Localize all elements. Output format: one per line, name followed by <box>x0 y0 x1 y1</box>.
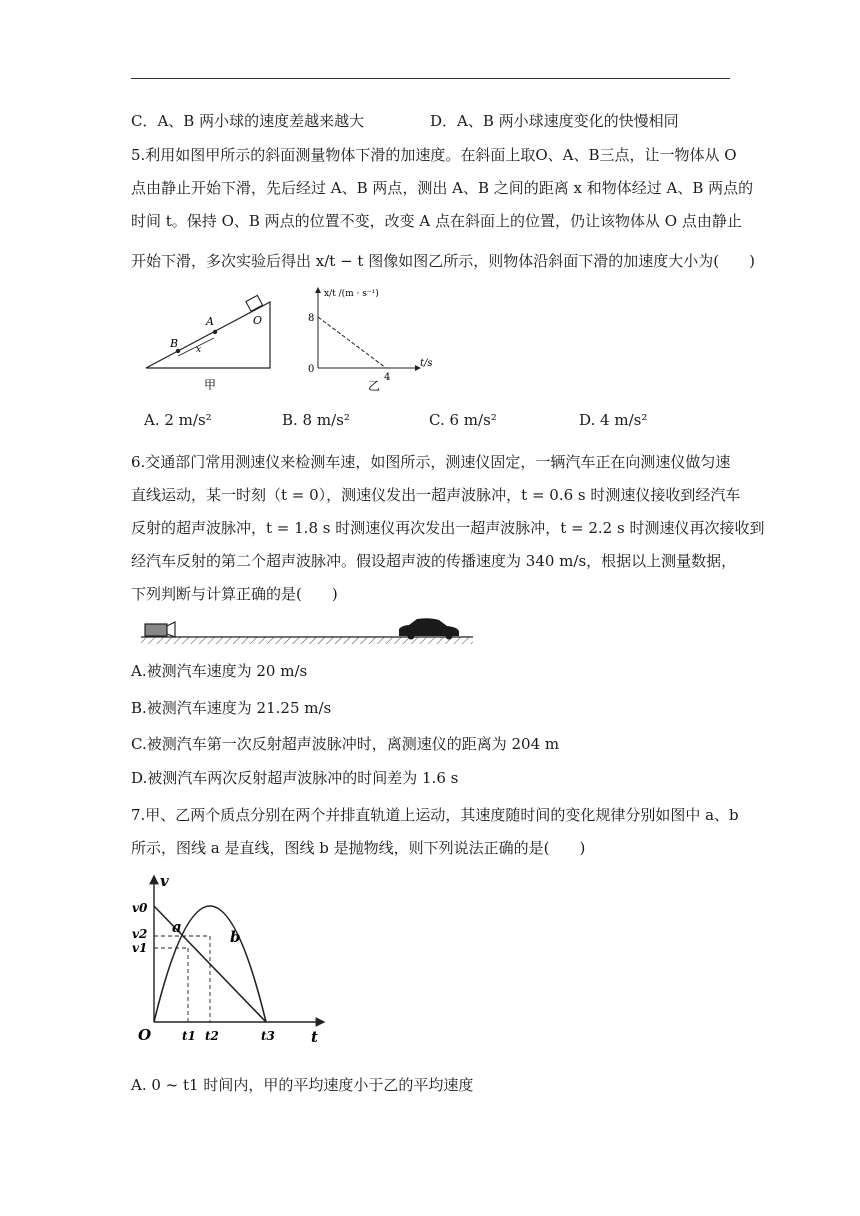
yi-origin: 0 <box>308 364 315 375</box>
q7-line-2: 所示，图线 a 是直线，图线 b 是抛物线，则下列说法正确的是( ) <box>131 839 586 857</box>
caption-yi: 乙 <box>368 379 381 393</box>
q6-option-b: B.被测汽车速度为 21.25 m/s <box>131 699 332 717</box>
vt-label-a: a <box>172 918 182 936</box>
yi-ylabel: x/t /(m · s⁻¹) <box>324 289 379 299</box>
vt-v0: v0 <box>132 901 148 915</box>
q5-option-c: C. 6 m/s² <box>429 411 497 429</box>
label-O: O <box>253 314 263 327</box>
q5-option-a: A. 2 m/s² <box>144 411 212 429</box>
vt-graph <box>130 870 330 1050</box>
q6-line-2: 直线运动，某一时刻（t = 0），测速仪发出一超声波脉冲，t = 0.6 s 时测速仪接收到经汽车 <box>131 486 741 504</box>
q5-line-2: 点由静止开始下滑，先后经过 A、B 两点，测出 A、B 之间的距离 x 和物体经过 A、B 两点的 <box>131 179 754 197</box>
incline-figure <box>140 290 280 390</box>
label-A: A <box>206 315 214 328</box>
label-B: B <box>170 337 179 350</box>
speed-gun-figure <box>141 617 476 649</box>
vt-label-b: b <box>230 928 241 946</box>
speed-gun-icon <box>145 624 167 636</box>
vt-t3: t3 <box>261 1029 275 1043</box>
vt-xlabel: t <box>311 1028 318 1046</box>
q5-option-d: D. 4 m/s² <box>579 411 648 429</box>
caption-jia: 甲 <box>204 378 217 390</box>
q5-line-4: 开始下滑，多次实验后得出 x/t − t 图像如图乙所示，则物体沿斜面下滑的加速度大小为( ) <box>131 252 755 270</box>
header-rule <box>131 78 730 79</box>
xt-graph <box>300 282 440 394</box>
q6-line-4: 经汽车反射的第二个超声波脉冲。假设超声波的传播速度为 340 m/s，根据以上测量数据， <box>131 552 737 570</box>
q7-option-a: A. 0 ~ t1 时间内，甲的平均速度小于乙的平均速度 <box>131 1076 474 1094</box>
q4-option-c: C．A、B 两小球的速度差越来越大 <box>131 112 365 130</box>
vt-v2: v2 <box>132 927 148 941</box>
q7-line-1: 7.甲、乙两个质点分别在两个并排直轨道上运动，其速度随时间的变化规律分别如图中 a、b <box>131 806 739 824</box>
vt-t2: t2 <box>205 1029 219 1043</box>
vt-ylabel: v <box>160 872 169 890</box>
q5-line-3: 时间 t。保持 O、B 两点的位置不变，改变 A 点在斜面上的位置，仍让该物体从 O 点由静止 <box>131 212 742 230</box>
yi-xtick: 4 <box>384 372 391 383</box>
q6-option-a: A.被测汽车速度为 20 m/s <box>131 662 308 680</box>
q6-line-1: 6.交通部门常用测速仪来检测车速，如图所示，测速仪固定，一辆汽车正在向测速仪做匀速 <box>131 453 731 471</box>
q6-line-3: 反射的超声波脉冲，t = 1.8 s 时测速仪再次发出一超声波脉冲，t = 2.2 s 时测速仪再次接收到 <box>131 519 765 537</box>
vt-origin: O <box>138 1026 152 1044</box>
label-x: x <box>196 345 202 355</box>
vt-t1: t1 <box>182 1029 196 1043</box>
yi-ytick: 8 <box>308 313 315 324</box>
q6-option-d: D.被测汽车两次反射超声波脉冲的时间差为 1.6 s <box>131 769 459 787</box>
q6-line-5: 下列判断与计算正确的是( ) <box>131 585 338 603</box>
car-icon <box>399 618 459 639</box>
yi-xlabel: t/s <box>420 358 433 369</box>
vt-v1: v1 <box>132 941 148 955</box>
q6-option-c: C.被测汽车第一次反射超声波脉冲时，离测速仪的距离为 204 m <box>131 735 560 753</box>
q5-line-1: 5.利用如图甲所示的斜面测量物体下滑的加速度。在斜面上取O、A、B三点，让一物体从 O <box>131 146 737 164</box>
q5-option-b: B. 8 m/s² <box>282 411 350 429</box>
q4-option-d: D．A、B 两小球速度变化的快慢相同 <box>430 112 679 130</box>
